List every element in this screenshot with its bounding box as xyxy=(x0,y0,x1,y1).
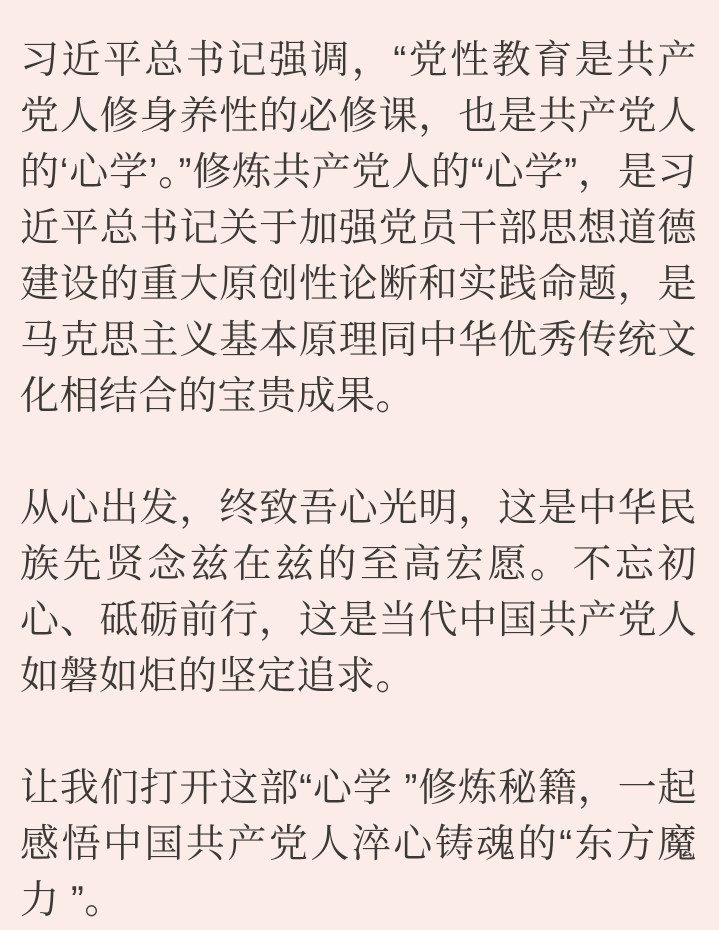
paragraph-party-spirit-education: 习近平总书记强调，“党性教育是共产党人修身养性的必修课，也是共产党人的‘心学’。”修炼共产党人的“心学”，是习近平总书记关于加强党员干部思想道德建设的重大原创性论断和实践命题，是马克思主义基本原理同中华优秀传统文化相结合的宝贵成果。 xyxy=(20,39,697,418)
paragraph-open-the-book: 让我们打开这部“心学 ”修炼秘籍，一起感悟中国共产党人淬心铸魂的“东方魔力 ”。 xyxy=(20,767,697,922)
paragraph-from-the-heart: 从心出发，终致吾心光明，这是中华民族先贤念兹在兹的至高宏愿。不忘初心、砥砺前行，这是当代中国共产党人如磐如炬的坚定追求。 xyxy=(20,487,697,698)
